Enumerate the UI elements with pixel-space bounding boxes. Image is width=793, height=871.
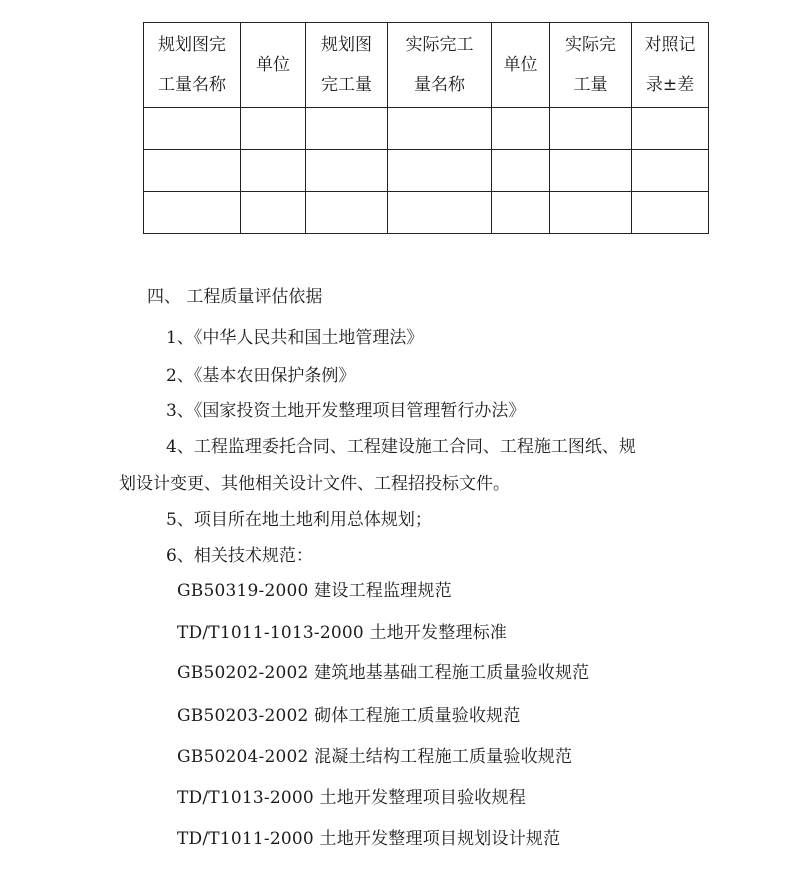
table-cell	[388, 150, 492, 192]
table-row	[144, 150, 709, 192]
table-header-cell: 规划图完 工量名称	[144, 23, 241, 108]
table-cell	[144, 192, 241, 234]
standard-item: TD/T1013-2000 土地开发整理项目验收规程	[177, 788, 526, 808]
table-cell	[241, 150, 306, 192]
table-cell	[550, 192, 632, 234]
table-header-cell: 实际完 工量	[550, 23, 632, 108]
standard-item: GB50204-2002 混凝土结构工程施工质量验收规范	[177, 747, 573, 767]
basis-item: 1、《中华人民共和国土地管理法》	[166, 328, 424, 348]
standard-item: TD/T1011-1013-2000 土地开发整理标准	[177, 623, 508, 643]
table-cell	[632, 108, 709, 150]
table-header-cell: 对照记 录±差	[632, 23, 709, 108]
table-header-cell: 单位	[492, 23, 550, 108]
table-header-cell: 规划图 完工量	[306, 23, 388, 108]
table-cell	[306, 108, 388, 150]
table-cell	[388, 192, 492, 234]
basis-item: 3、《国家投资土地开发整理项目管理暂行办法》	[166, 401, 526, 421]
table-header-row	[144, 23, 709, 108]
table-cell	[492, 108, 550, 150]
table-cell	[144, 150, 241, 192]
standard-item: GB50202-2002 建筑地基基础工程施工质量验收规范	[177, 663, 590, 683]
completion-comparison-table	[143, 22, 709, 234]
table-cell	[550, 108, 632, 150]
table-cell	[144, 108, 241, 150]
table-cell	[550, 150, 632, 192]
table-cell	[492, 192, 550, 234]
table-cell	[388, 108, 492, 150]
table-cell	[492, 150, 550, 192]
basis-item: 2、《基本农田保护条例》	[166, 366, 356, 386]
table-cell	[241, 192, 306, 234]
table-header-cell: 实际完工 量名称	[388, 23, 492, 108]
table-row	[144, 108, 709, 150]
table-cell	[306, 192, 388, 234]
table-cell	[632, 150, 709, 192]
standard-item: GB50203-2002 砌体工程施工质量验收规范	[177, 706, 521, 726]
table-cell	[241, 108, 306, 150]
table-cell	[632, 192, 709, 234]
standard-item: TD/T1011-2000 土地开发整理项目规划设计规范	[177, 829, 561, 849]
table-header-cell: 单位	[241, 23, 306, 108]
basis-item: 6、相关技术规范：	[166, 546, 313, 566]
standard-item: GB50319-2000 建设工程监理规范	[177, 581, 452, 601]
basis-item: 5、项目所在地土地利用总体规划；	[166, 510, 432, 530]
table-row	[144, 192, 709, 234]
basis-item-continuation: 划设计变更、其他相关设计文件、工程招投标文件。	[119, 474, 510, 494]
basis-item: 4、工程监理委托合同、工程建设施工合同、工程施工图纸、规	[166, 437, 636, 457]
table-cell	[306, 150, 388, 192]
section-heading: 四、 工程质量评估依据	[147, 287, 323, 307]
